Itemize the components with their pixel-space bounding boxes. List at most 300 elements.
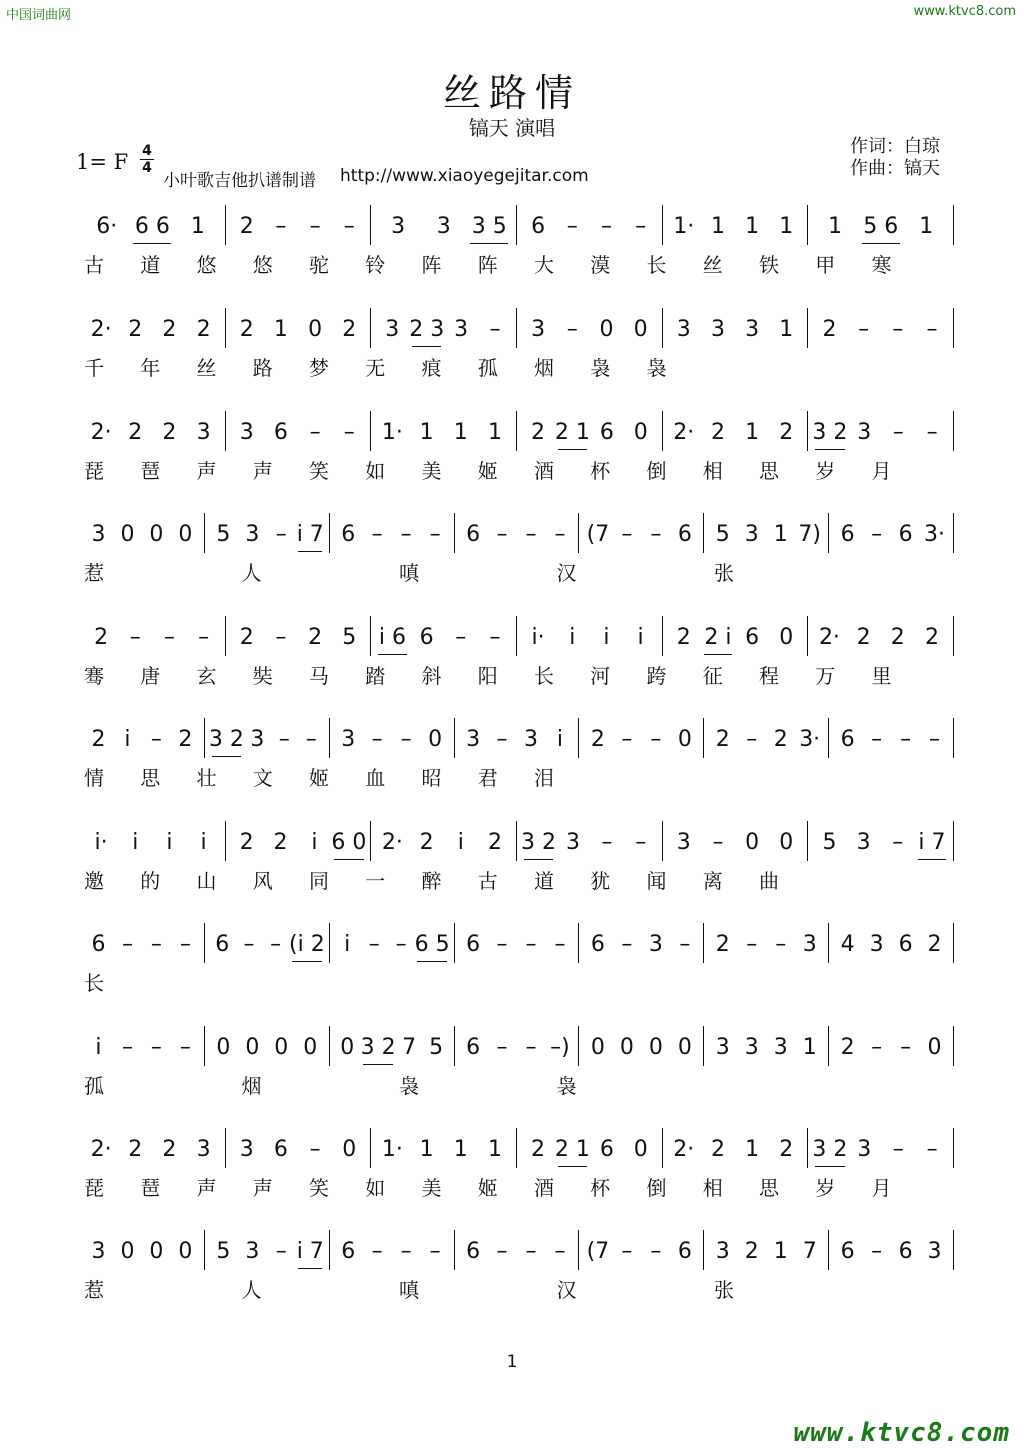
note: 6 (599, 1137, 614, 1162)
note: – (926, 420, 938, 445)
note: 3 (466, 727, 481, 752)
lyric-char: 美 (421, 1176, 442, 1200)
measure (371, 1128, 517, 1168)
note: 6 (898, 522, 913, 547)
note: 7 (802, 1239, 817, 1264)
lyric-char: 琶 (140, 459, 161, 483)
note: 6 (898, 932, 913, 957)
lyric-char: 千 (84, 356, 104, 380)
lyric-char: 美 (421, 459, 442, 483)
measure (84, 308, 226, 348)
note: 2 (91, 727, 106, 752)
note: 6 (466, 1239, 481, 1264)
score-row (84, 513, 954, 603)
note: 1 (773, 1239, 788, 1264)
time-top: 4 (140, 143, 154, 160)
measure (663, 205, 809, 245)
note: 3 (91, 522, 106, 547)
note: 3 (524, 727, 538, 752)
lyric-char: 琵 (84, 459, 104, 483)
note: i (132, 830, 139, 855)
lyric-char: 人 (241, 1278, 262, 1302)
score-row (84, 616, 954, 706)
score-row (84, 308, 954, 398)
note: 2 (487, 830, 502, 855)
note: 0 (308, 317, 323, 342)
note: 1 (745, 420, 760, 445)
note: – (621, 932, 633, 957)
measure (205, 923, 330, 963)
page-number: 1 (506, 1352, 518, 1372)
note: 0 (599, 317, 614, 342)
score-row (84, 1230, 954, 1320)
song-title: 丝路情 (442, 71, 581, 115)
note: – (600, 214, 612, 239)
note: 3 2 (812, 420, 848, 445)
measure (455, 513, 580, 553)
lyric-char: 姬 (477, 459, 498, 483)
note: i (457, 830, 464, 855)
lyric-char: 岁 (815, 459, 836, 483)
note: i· (94, 830, 108, 855)
note: – (496, 727, 508, 752)
note: 1· (381, 1137, 403, 1162)
note: 2 (239, 317, 254, 342)
note: – (496, 932, 508, 957)
score-row (84, 1026, 954, 1116)
note: 3 2 (812, 1137, 848, 1162)
note: (7 (586, 522, 610, 547)
lyric-char: 犹 (590, 869, 611, 893)
note: 7 (402, 1035, 417, 1060)
note: – (243, 932, 255, 957)
note: – (496, 1239, 508, 1264)
lyric-char: 月 (871, 1176, 892, 1200)
note: 1 (745, 214, 760, 239)
note: – (635, 830, 647, 855)
measure (205, 1026, 330, 1066)
note: 2 (715, 727, 730, 752)
measure (663, 308, 809, 348)
note: 2 (840, 1035, 855, 1060)
measure (704, 718, 829, 758)
lyric-char: 嗔 (399, 561, 419, 585)
note: 2· (381, 830, 403, 855)
lyric-char: 丝 (196, 356, 217, 380)
note: 6 (677, 522, 692, 547)
lyric-char: 惹 (84, 561, 104, 585)
note: – (900, 727, 912, 752)
note: – (343, 420, 355, 445)
score-maker-url[interactable]: http://www.xiaoyegejitar.com (340, 166, 589, 186)
note: 2· (90, 317, 112, 342)
note: 5 (216, 522, 231, 547)
note: 6 (466, 522, 481, 547)
note: – (525, 932, 537, 957)
note: 2 (239, 625, 254, 650)
notes-line (84, 1026, 954, 1066)
lyric-char: 的 (140, 869, 161, 893)
notes-line (84, 513, 954, 553)
note: 3 (676, 830, 691, 855)
note: 1 (802, 1035, 817, 1060)
lyric-char: 一 (365, 869, 386, 893)
note: i (311, 830, 318, 855)
lyric-char: 骞 (84, 664, 104, 688)
measure (808, 308, 954, 348)
note: – (892, 830, 904, 855)
note: – (746, 932, 758, 957)
note: 3 (869, 932, 884, 957)
note: i (603, 625, 610, 650)
note: – (150, 727, 162, 752)
lyric-char: 汉 (556, 1278, 577, 1302)
note: 6 (466, 1035, 481, 1060)
lyric-char: 倒 (646, 1176, 667, 1200)
measure (330, 923, 455, 963)
note: –) (550, 1035, 570, 1060)
measure (455, 718, 580, 758)
measure (205, 1230, 330, 1270)
note: 2 (530, 1137, 545, 1162)
note: 2 i (701, 624, 735, 652)
lyric-char: 文 (252, 766, 273, 790)
measure (808, 205, 954, 245)
note: i 6 (375, 624, 409, 652)
note: 2 (744, 1239, 759, 1264)
note: 6 (898, 1239, 913, 1264)
lyric-char: 铁 (759, 253, 779, 277)
note: 0 (648, 1035, 663, 1060)
lyric-char: 杯 (590, 459, 611, 483)
lyric-char: 曲 (759, 869, 779, 893)
note: – (892, 317, 904, 342)
lyric-char: 袅 (590, 356, 611, 380)
note: 1 (419, 1137, 434, 1162)
lyric-char: 长 (534, 664, 554, 688)
note: – (309, 214, 321, 239)
measure (829, 1026, 954, 1066)
note: – (601, 830, 613, 855)
note: 3 (91, 1239, 106, 1264)
note: – (926, 1137, 938, 1162)
lyric-char: 烟 (241, 1074, 262, 1098)
notes-line (84, 308, 954, 348)
notes-line (84, 1128, 954, 1168)
note: 3 (239, 1137, 254, 1162)
note: – (198, 625, 210, 650)
note: – (400, 1239, 412, 1264)
lyric-char: 古 (84, 253, 104, 277)
note: 6 (840, 522, 855, 547)
note: i· (531, 625, 545, 650)
site-url-right[interactable]: www.ktvc8.com (913, 4, 1016, 19)
note: – (489, 317, 501, 342)
measure (829, 513, 954, 553)
measure (371, 411, 517, 451)
lyric-char: 君 (477, 766, 498, 790)
lyrics-line (84, 1172, 954, 1202)
note: 0 (149, 522, 164, 547)
note: – (525, 522, 537, 547)
note: 2 (924, 625, 939, 650)
note: 0 (178, 1239, 193, 1264)
note: 3 (745, 317, 760, 342)
note: – (554, 932, 566, 957)
lyric-char: 酒 (534, 1176, 554, 1200)
lyric-char: 悠 (252, 253, 273, 277)
note: 0 (149, 1239, 164, 1264)
singer-line: 镐天 演唱 (468, 116, 556, 140)
note: 5 (715, 522, 730, 547)
note: – (179, 1035, 191, 1060)
note: 0 (745, 830, 760, 855)
measure (84, 205, 226, 245)
measure (517, 411, 663, 451)
note: 6 (466, 932, 481, 957)
lyric-char: 无 (365, 356, 386, 380)
lyrics-line (84, 249, 954, 279)
note: 3 (676, 317, 691, 342)
note: – (121, 932, 133, 957)
note: i 7 (296, 522, 324, 547)
measure (579, 513, 704, 553)
note: 3 (857, 1137, 872, 1162)
lyric-char: 袅 (399, 1074, 419, 1098)
note: – (455, 625, 467, 650)
lyric-char: 奘 (252, 664, 273, 688)
note: – (871, 1035, 883, 1060)
key-signature: 1= F (76, 150, 129, 174)
note: 2 (590, 727, 605, 752)
lyric-char: 思 (759, 459, 779, 483)
note: 6 (840, 1239, 855, 1264)
lyric-char: 驼 (309, 253, 329, 277)
measure (84, 923, 205, 963)
lyric-char: 河 (590, 664, 611, 688)
measure (84, 1230, 205, 1270)
lyric-char: 声 (196, 1176, 217, 1200)
measure (808, 1128, 954, 1168)
note: – (712, 830, 724, 855)
note: – (429, 1239, 441, 1264)
notes-line (84, 205, 954, 245)
lyrics-line (84, 1070, 954, 1100)
note: 0 (633, 317, 648, 342)
note: 2 3 (409, 317, 445, 342)
note: – (892, 1137, 904, 1162)
lyric-char: 阵 (477, 253, 498, 277)
note: – (429, 522, 441, 547)
note: 6 (273, 420, 288, 445)
measure (455, 1230, 580, 1270)
note: – (858, 317, 870, 342)
note: 1 (828, 214, 843, 239)
note: – (496, 522, 508, 547)
measure (371, 308, 517, 348)
note: – (635, 214, 647, 239)
lyric-char: 张 (714, 1278, 734, 1302)
lyric-char: 酒 (534, 459, 554, 483)
note: – (305, 727, 317, 752)
note: 3 (744, 522, 759, 547)
note: 0 (779, 625, 794, 650)
note: 3 2 (521, 830, 557, 855)
note: – (371, 727, 383, 752)
lyric-char: 杯 (590, 1176, 611, 1200)
note: 3 (715, 1035, 730, 1060)
measure (226, 616, 372, 656)
lyrics-line (84, 762, 954, 792)
note: 2 (196, 317, 211, 342)
measure (829, 1230, 954, 1270)
note: 5 (216, 1239, 231, 1264)
note: – (679, 932, 691, 957)
lyric-char: 岁 (815, 1176, 836, 1200)
note: – (525, 1239, 537, 1264)
note: 6 (599, 420, 614, 445)
lyric-char: 阵 (421, 253, 442, 277)
lyric-char: 袅 (556, 1074, 577, 1098)
note: – (650, 727, 662, 752)
lyric-char: 离 (702, 869, 723, 893)
lyric-char: 道 (140, 253, 161, 277)
lyric-char: 声 (252, 459, 273, 483)
measure (84, 1026, 205, 1066)
note: – (650, 1239, 662, 1264)
note: 2 (927, 932, 942, 957)
note: 2 (779, 1137, 794, 1162)
note: 6 6 (130, 213, 176, 241)
lyric-char: 思 (140, 766, 161, 790)
measure (330, 718, 455, 758)
note: 1 (919, 214, 934, 239)
note: 3 (531, 317, 546, 342)
lyric-char: 昭 (421, 766, 442, 790)
site-name-left[interactable]: 中国词曲网 (6, 8, 72, 23)
note: 0 (120, 522, 135, 547)
note: – (900, 1035, 912, 1060)
note: 2 (856, 625, 871, 650)
note: – (926, 317, 938, 342)
note: 3 (802, 932, 817, 957)
note: – (275, 214, 287, 239)
lyric-char: 长 (646, 253, 667, 277)
score-row (84, 1128, 954, 1218)
note: – (871, 727, 883, 752)
measure (808, 821, 954, 861)
note: 2 (239, 830, 254, 855)
note: 1 (773, 522, 788, 547)
lyrics-line (84, 557, 954, 587)
measure (663, 616, 809, 656)
note: 3· (799, 727, 821, 752)
measure (330, 1230, 455, 1270)
measure (330, 513, 455, 553)
note: 2 1 (554, 420, 590, 445)
lyric-char: 闻 (646, 869, 667, 893)
note: – (650, 522, 662, 547)
measure (517, 1128, 663, 1168)
lyric-char: 路 (252, 356, 273, 380)
note: i (200, 830, 207, 855)
lyric-char: 相 (702, 1176, 723, 1200)
note: – (554, 522, 566, 547)
note: – (621, 1239, 633, 1264)
lyric-char: 如 (365, 1176, 386, 1200)
lyric-char: 血 (365, 766, 386, 790)
note: – (775, 932, 787, 957)
lyric-char: 情 (84, 766, 104, 790)
lyric-char: 琶 (140, 1176, 161, 1200)
lyric-char: 山 (196, 869, 217, 893)
note: 2 (419, 830, 434, 855)
score-row (84, 411, 954, 501)
notes-line (84, 616, 954, 656)
measure (455, 1026, 580, 1066)
measure (517, 616, 663, 656)
note: 3 (196, 1137, 211, 1162)
note: 2 (162, 1137, 177, 1162)
note: 3 (565, 830, 580, 855)
note: 0 (216, 1035, 231, 1060)
note: – (871, 522, 883, 547)
measure (663, 821, 809, 861)
note: – (621, 522, 633, 547)
note: i (124, 727, 131, 752)
note: 0 (120, 1239, 135, 1264)
lyric-char: 斜 (421, 664, 442, 688)
note: 3 (245, 1239, 260, 1264)
lyric-char: 同 (309, 869, 329, 893)
lyric-char: 琵 (84, 1176, 104, 1200)
lyric-char: 姬 (309, 766, 329, 790)
lyric-char: 思 (759, 1176, 779, 1200)
note: 0 (677, 727, 692, 752)
measure (330, 1026, 455, 1066)
note: – (929, 727, 941, 752)
note: 6· (96, 214, 118, 239)
lyric-char: 泪 (534, 766, 554, 790)
measure (226, 411, 372, 451)
note: 2 (308, 625, 323, 650)
lyric-char: 姬 (477, 1176, 498, 1200)
note: 3 (391, 214, 406, 239)
notes-line (84, 821, 954, 861)
note: i (637, 625, 644, 650)
note: 3 (648, 932, 663, 957)
note: i (95, 1035, 102, 1060)
lyrics-line (84, 865, 954, 895)
note: – (179, 932, 191, 957)
note: – (163, 625, 175, 650)
note: (i 2 (289, 932, 325, 957)
measure (579, 1026, 704, 1066)
lyric-char: 马 (309, 664, 329, 688)
lyric-char: 寒 (871, 253, 892, 277)
note: 3 (250, 727, 265, 752)
measure (517, 308, 663, 348)
lyric-char: 跨 (646, 664, 667, 688)
note: 6 (590, 932, 605, 957)
measure (704, 923, 829, 963)
note: 1 (487, 420, 502, 445)
note: 5 6 (858, 213, 904, 241)
note: 1 (453, 420, 468, 445)
note: – (270, 932, 282, 957)
note: – (566, 317, 578, 342)
note: 0 (633, 1137, 648, 1162)
